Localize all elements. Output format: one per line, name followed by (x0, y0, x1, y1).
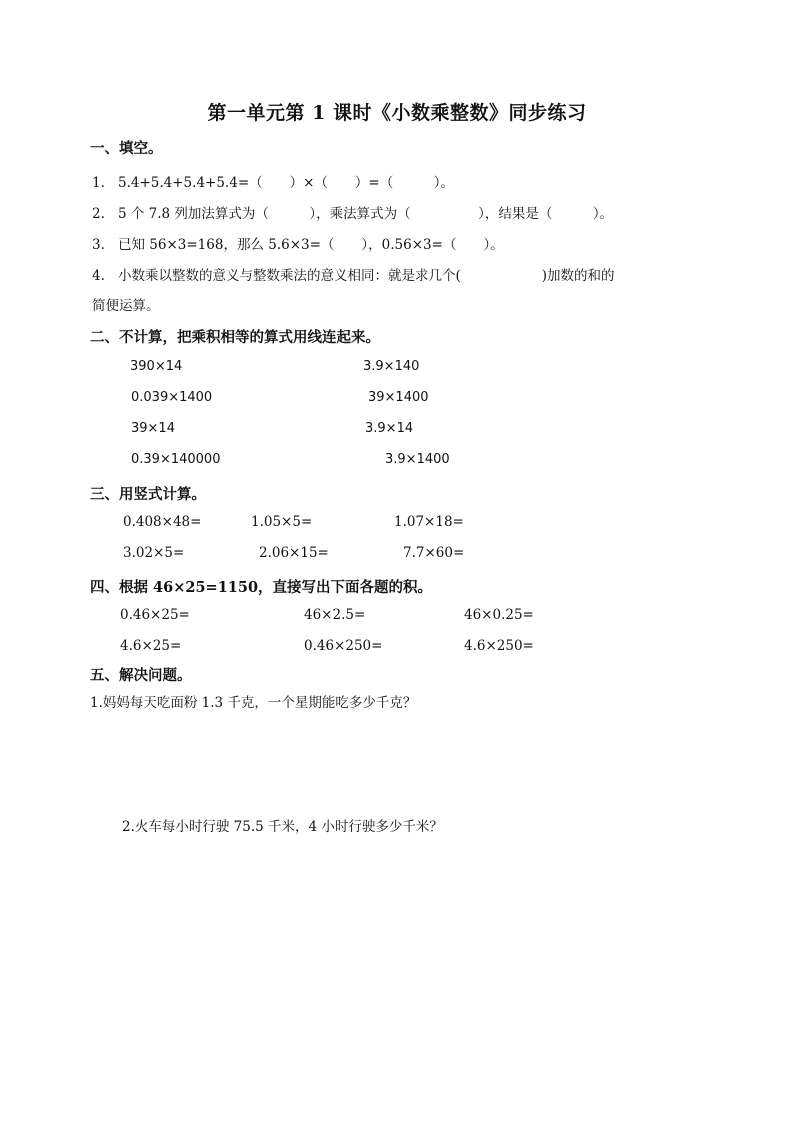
word-problem-1: 1.妈妈每天吃面粉 1.3 千克，一个星期能吃多少千克？ (90, 695, 417, 711)
fill-item-2 (92, 202, 613, 222)
direct-product-4: 4.6×25= (120, 638, 182, 654)
match-left-4: 0.39×140000 (131, 452, 221, 467)
item-number: 3. (92, 237, 105, 253)
page-title: 第一单元第 1 课时《小数乘整数》同步练习 (207, 102, 587, 124)
fill-item-4 (92, 264, 615, 284)
fill-item-3 (92, 233, 504, 253)
vertical-calc-6: 7.7×60= (403, 545, 465, 561)
direct-product-6: 4.6×250= (464, 638, 534, 654)
match-right-1: 3.9×140 (363, 359, 420, 374)
item-text: 5.4+5.4+5.4+5.4=（ ）×（ ）=（ ）。 (118, 175, 454, 191)
fill-item-1 (92, 171, 454, 191)
item-number: 4. (92, 268, 105, 284)
item-text: 小数乘以整数的意义与整数乘法的意义相同：就是求几个( )加数的和的 (118, 268, 615, 284)
direct-product-2: 46×2.5= (304, 607, 366, 623)
direct-product-5: 0.46×250= (304, 638, 383, 654)
match-left-3: 39×14 (131, 421, 175, 436)
item-number: 2. (92, 206, 105, 222)
fill-item-4-cont: 简便运算。 (92, 298, 160, 314)
match-right-4: 3.9×1400 (385, 452, 450, 467)
vertical-calc-4: 3.02×5= (123, 545, 185, 561)
vertical-calc-3: 1.07×18= (394, 514, 464, 530)
word-problem-2: 2.火车每小时行驶 75.5 千米，4 小时行驶多少千米？ (122, 819, 443, 835)
section-4-heading: 四、根据 46×25=1150，直接写出下面各题的积。 (90, 579, 433, 596)
item-text: 5 个 7.8 列加法算式为（ ），乘法算式为（ ），结果是（ ）。 (118, 206, 614, 222)
section-1-heading: 一、填空。 (90, 140, 163, 157)
section-2-heading: 二、不计算，把乘积相等的算式用线连起来。 (90, 329, 380, 346)
match-left-2: 0.039×1400 (131, 390, 213, 405)
item-number: 1. (92, 175, 105, 191)
match-right-2: 39×1400 (368, 390, 429, 405)
match-right-3: 3.9×14 (365, 421, 414, 436)
match-left-1: 390×14 (130, 359, 183, 374)
direct-product-1: 0.46×25= (120, 607, 190, 623)
direct-product-3: 46×0.25= (464, 607, 534, 623)
vertical-calc-2: 1.05×5= (251, 514, 313, 530)
vertical-calc-1: 0.408×48= (123, 514, 202, 530)
section-3-heading: 三、用竖式计算。 (90, 486, 206, 503)
section-5-heading: 五、解决问题。 (90, 667, 192, 684)
vertical-calc-5: 2.06×15= (259, 545, 329, 561)
item-text: 已知 56×3=168，那么 5.6×3=（ ），0.56×3=（ ）。 (118, 237, 504, 253)
